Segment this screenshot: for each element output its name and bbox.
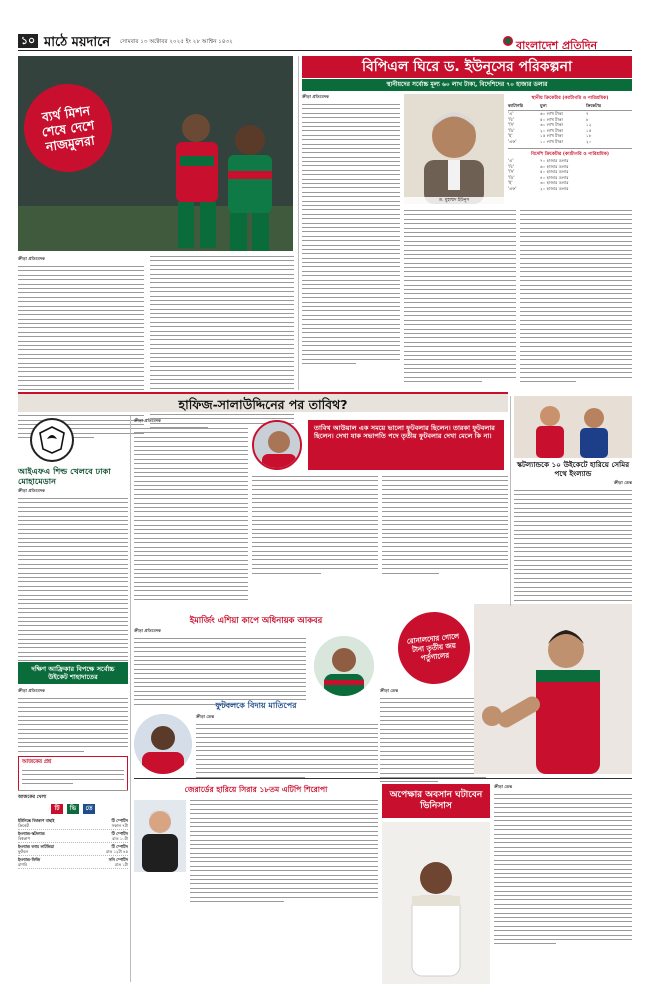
bpl-subhead: স্থানীয়দের সর্বোচ্চ মূল্য ৬০ লাখ টাকা, বিদেশিদের ৭০ হাজার ডলার xyxy=(302,79,632,91)
bpl-body-text-2 xyxy=(404,210,516,386)
foreign-fee-cell: ৭০ হাজার ডলার xyxy=(540,158,569,163)
yunus-caption: ড. মুহাম্মদ ইউনূস xyxy=(404,197,504,204)
local-fee-cell: 'সি' xyxy=(508,122,515,128)
bpl-story xyxy=(302,94,400,367)
bpl-headline-bar xyxy=(302,56,632,78)
local-fee-cell: 'বি' xyxy=(508,116,514,122)
bpl-body-text-3 xyxy=(520,210,632,386)
safrica-box xyxy=(18,662,128,684)
safrica-body-text xyxy=(18,698,128,752)
local-fee-cell: ৬০ লাখ টাকা xyxy=(540,111,563,116)
tv-rows xyxy=(18,817,128,869)
local-fee-cell: ১০ লাখ টাকা xyxy=(540,138,563,144)
brand-mark-icon xyxy=(503,36,513,46)
today-tv-footer: আজকের খেলা xyxy=(18,790,128,801)
local-fee-cell: ২০ লাখ টাকা xyxy=(540,127,563,133)
tv-row xyxy=(18,830,128,843)
foreign-fee-cell: 'এফ' xyxy=(508,185,517,191)
tv-row-right xyxy=(106,844,128,854)
mohammedan-headline: আইএফএ শিল্ড খেলবে ঢাকা মোহামেডান xyxy=(18,466,111,486)
tv-row-right xyxy=(112,831,128,841)
scotland-headline: স্কটল্যান্ডকে ১০ উইকেটে হারিয়ে সেমির পথে ইংল্যান্ড xyxy=(516,460,630,478)
tv-row xyxy=(18,817,128,830)
hafiz-body-text-2 xyxy=(252,476,378,577)
defeat-headline: ব্যর্থ মিশন শেষে দেশে নাজমুলরা xyxy=(40,102,96,154)
akbar-portrait-illustration xyxy=(314,636,374,696)
chess-photo xyxy=(134,800,186,872)
hafiz-body-text xyxy=(134,428,248,600)
bpl-body-text xyxy=(302,104,400,364)
scotland-story xyxy=(514,480,632,613)
foreign-fee-cell: 'সি' xyxy=(508,169,515,175)
foreign-fee-cell: ৬০ হাজার ডলার xyxy=(540,163,569,169)
mohammedan-crest-icon xyxy=(37,425,67,455)
foreign-fee-cell: 'ডি' xyxy=(508,174,515,180)
tv-row xyxy=(18,856,128,869)
tv-row-cell: ক্রিকেট xyxy=(18,823,29,828)
brand-name: বাংলাদেশ প্রতিদিন xyxy=(516,39,598,52)
local-fee-cell: ৮ xyxy=(586,116,589,122)
tv-row-cell: রাত ১টা xyxy=(114,862,128,867)
tv-row-cell: বিশ্বকাপ xyxy=(18,836,30,841)
chess-headline: জেরার্ডের হারিয়ে সিরার ১৮তম এটিপি শিরোপা xyxy=(184,785,328,794)
ronaldo-byline: ক্রীড়া ডেস্ক xyxy=(380,688,399,693)
foreign-fee-cell: 'ই' xyxy=(508,180,513,186)
foreign-fee-title: বিদেশি ক্রিকেটার (ক্যাটাগরি ও পারিশ্রমিক) xyxy=(508,148,632,158)
section-title: মাঠে ময়দানে xyxy=(44,35,111,50)
today-question-box xyxy=(18,756,128,791)
ronaldo-celebration-illustration xyxy=(474,604,632,774)
local-fee-cell: ১৫ লাখ টাকা xyxy=(540,133,563,139)
akbar-photo xyxy=(314,636,374,696)
ronaldo-headline: রোনালদোর গোলে টানা তৃতীয় জয় পর্তুগালের xyxy=(406,631,460,662)
local-fee-cell: ২০ xyxy=(586,138,592,144)
mohammedan-byline: ক্রীড়া প্রতিবেদক xyxy=(18,488,45,493)
foreign-fee-cell: ২০ হাজার ডলার xyxy=(540,185,569,191)
column-divider xyxy=(130,416,131,982)
tv-channel-tab: টি xyxy=(51,804,63,814)
local-fee-cell: ৫০ লাখ টাকা xyxy=(540,116,563,122)
brand-logo xyxy=(516,34,597,56)
foreign-fee-rows xyxy=(508,158,632,192)
england-women-illustration xyxy=(514,396,632,458)
tv-row-cell: ইংল্যান্ড বনাম লাটভিয়া xyxy=(18,844,55,849)
foreign-fee-cell: 'বি' xyxy=(508,163,514,169)
column-divider xyxy=(510,396,511,606)
hafiz-story xyxy=(134,418,248,604)
ronaldo-body-text xyxy=(380,698,486,782)
local-fee-cell: 'এ' xyxy=(508,111,514,116)
hafiz-headline-bar xyxy=(18,392,508,412)
tabith-quote: তাবিথ আউয়াল এক সময়ে ভালো ফুটবলার ছিলেন। তারকা ফুটবলার ছিলেন। দেখা যাক সভাপতি পদে তৃতীয় ফুটবলার দেখা মেলে কি না। xyxy=(308,420,504,470)
today-question-title: আজকের প্রশ্ন xyxy=(22,759,52,765)
local-fee-row xyxy=(508,139,632,145)
column-divider xyxy=(298,56,299,390)
tv-row-cell: রাগবি xyxy=(18,862,28,867)
scotland-byline: ক্রীড়া ডেস্ক xyxy=(613,480,632,485)
tv-row-left xyxy=(18,831,45,841)
tv-row-cell: ইংল্যান্ড-স্কটল্যান্ড xyxy=(18,831,45,836)
tv-row-cell: টি স্পোর্টস xyxy=(111,844,128,849)
football-byline: ক্রীড়া ডেস্ক xyxy=(196,714,215,719)
football-photo xyxy=(134,714,192,774)
tv-row-left xyxy=(18,844,54,854)
local-fee-cell: 'এফ' xyxy=(508,138,517,144)
hafiz-byline: ক্রীড়া প্রতিবেদক xyxy=(134,418,161,423)
vinicius-headline: অপেক্ষার অবসান ঘটাবেন ভিনিসাস xyxy=(389,790,483,811)
bottom-rule xyxy=(134,778,632,779)
local-fee-rows xyxy=(508,111,632,145)
football-story xyxy=(196,714,378,781)
foreign-fee-row xyxy=(508,186,632,192)
cricketers-photo xyxy=(18,56,293,251)
vinicius-photo xyxy=(382,822,490,984)
page-number-badge: ১০ xyxy=(18,34,38,48)
mohammedan-story xyxy=(18,488,128,669)
tv-row-cell: ফুটবল xyxy=(18,849,29,854)
ronaldo-story xyxy=(380,688,486,786)
yunus-portrait-illustration xyxy=(404,94,504,204)
local-fee-title: স্থানীয় ক্রিকেটার (ক্যাটাগরি ও পারিশ্রমিক) xyxy=(531,96,609,101)
local-fee-col-price: মূল্য xyxy=(540,103,547,108)
local-fee-cell: 'ই' xyxy=(508,133,513,139)
vinicius-body-text xyxy=(494,794,632,944)
safrica-headline: দক্ষিণ আফ্রিকার বিপক্ষে সর্বোচ্চ উইকেট শাহাদাতের xyxy=(31,665,115,681)
ronaldo-photo xyxy=(474,604,632,774)
vinicius-headline-box xyxy=(382,784,490,818)
bpl-headline: বিপিএল ঘিরে ড. ইউনূসের পরিকল্পনা xyxy=(361,59,573,75)
yunus-photo xyxy=(404,94,504,204)
local-fee-cell: ১৮ xyxy=(586,133,592,139)
foreign-fee-cell: ৫০ হাজার ডলার xyxy=(540,169,569,175)
matip-portrait-illustration xyxy=(134,714,192,774)
tv-row-left xyxy=(18,818,54,828)
defeat-story xyxy=(18,256,144,442)
tv-channel-tab: তে xyxy=(83,804,95,814)
bpl-byline: ক্রীড়া প্রতিবেদক xyxy=(302,94,329,99)
tv-row-cell: রাত ১২টা ৪৫ xyxy=(105,849,128,854)
local-fee-cell: ১২ xyxy=(586,122,592,128)
foreign-fee-cell: ৩০ হাজার ডলার xyxy=(540,180,569,186)
chess-body-text xyxy=(190,800,378,902)
scotland-body-text xyxy=(514,490,632,610)
football-headline: ফুটবলকে বিদায় মাতিপের xyxy=(215,701,297,710)
tv-row-right xyxy=(109,857,128,867)
vinicius-illustration xyxy=(382,822,490,984)
tv-row-cell: টি স্পোর্টস xyxy=(111,818,128,823)
football-body-text xyxy=(196,724,378,778)
chess-story xyxy=(190,800,378,905)
emirates-byline: ক্রীড়া প্রতিবেদক xyxy=(134,628,161,633)
tv-row-cell: ইউনিক্সে বিশ্বকাপ বাছাই xyxy=(18,818,55,823)
today-question-text xyxy=(22,770,124,784)
local-fee-cell: 'ডি' xyxy=(508,127,515,133)
foreign-fee-box xyxy=(508,148,632,192)
scotland-photo xyxy=(514,396,632,458)
tv-row xyxy=(18,843,128,856)
mohammedan-body-text xyxy=(18,498,128,666)
tv-row-cell: সকাল ৭টা xyxy=(111,823,128,828)
mohammedan-logo xyxy=(30,418,74,462)
defeat-body-text xyxy=(18,266,144,438)
tv-row-right xyxy=(112,818,128,828)
local-fee-box xyxy=(508,94,632,145)
hafiz-body-text-3 xyxy=(382,476,508,577)
safrica-byline: ক্রীড়া প্রতিবেদক xyxy=(18,688,45,693)
emirates-headline: ইমার্জিং এশিয়া কাপে অধিনায়ক আকবর xyxy=(189,615,323,625)
local-fee-header xyxy=(508,103,632,111)
tv-listing xyxy=(18,804,128,869)
local-fee-cell: ৩০ লাখ টাকা xyxy=(540,122,563,128)
safrica-story xyxy=(18,688,128,755)
tv-row-cell: সনি স্পোর্টস xyxy=(108,857,128,862)
tv-channel-tab: ভি xyxy=(67,804,79,814)
local-fee-cell: ৭ xyxy=(586,111,589,116)
tv-row-cell: টি স্পোর্টস xyxy=(111,831,128,836)
foreign-fee-cell: ৪০ হাজার ডলার xyxy=(540,174,569,180)
issue-date: সোমবার ১৩ অক্টোবর ২০২৫ ইং ২৮ আশ্বিন ১৪৩২ xyxy=(120,39,233,45)
tv-channel-tabs xyxy=(18,804,128,814)
tv-row-left xyxy=(18,857,40,867)
hafiz-headline: হাফিজ-সালাউদ্দিনের পর তাবিথ? xyxy=(178,397,348,412)
tabith-portrait-illustration xyxy=(254,422,302,470)
local-fee-col-players: ক্রিকেটার xyxy=(586,103,602,108)
defeat-byline: ক্রীড়া প্রতিবেদক xyxy=(18,256,45,261)
vinicius-byline: ক্রীড়া ডেস্ক xyxy=(494,784,513,789)
local-fee-cell: ১৫ xyxy=(586,127,592,133)
emirates-body-text xyxy=(134,638,306,705)
masthead xyxy=(0,0,650,52)
sinner-portrait-illustration xyxy=(134,800,186,872)
tv-row-cell: রাত ১০টা xyxy=(112,836,128,841)
foreign-fee-cell: 'এ' xyxy=(508,158,514,163)
tabith-photo xyxy=(252,420,302,470)
vinicius-story xyxy=(494,784,632,948)
local-fee-col-category: ক্যাটাগরি xyxy=(508,103,524,108)
tv-row-cell: ইংল্যান্ড-ফিজি xyxy=(18,857,41,862)
ronaldo-headline-badge xyxy=(394,608,473,687)
